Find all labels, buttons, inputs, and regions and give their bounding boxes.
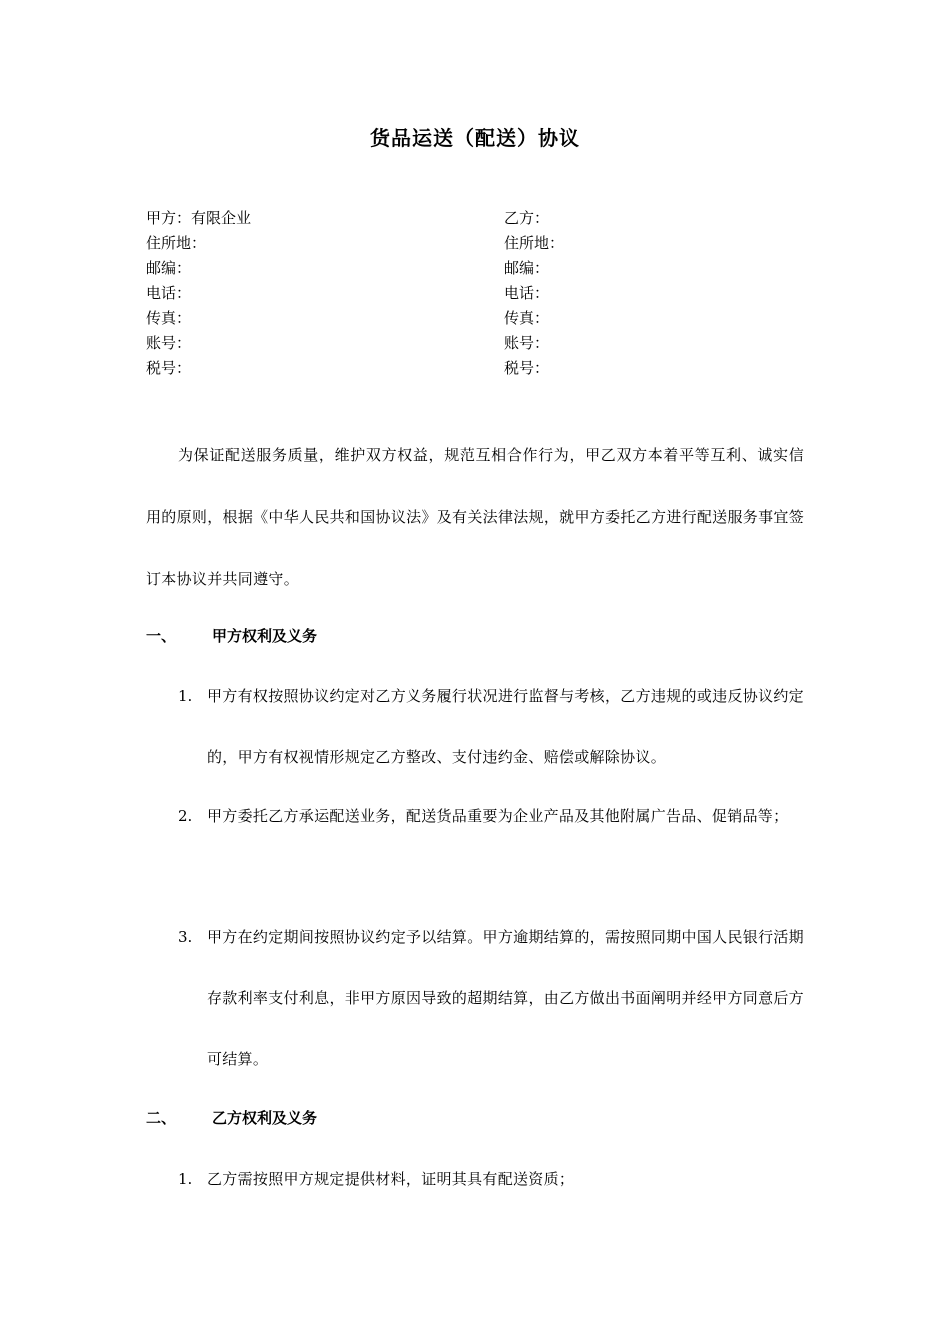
party-b-address: 住所地： (504, 234, 565, 252)
party-a-tax-id: 税号： (146, 359, 192, 377)
party-b-account: 账号： (504, 334, 550, 352)
party-b-phone: 电话： (504, 284, 550, 302)
party-b-fax: 传真： (504, 309, 550, 327)
party-a-fax: 传真： (146, 309, 192, 327)
list-item-text: 甲方委托乙方承运配送业务，配送货品重要为企业产品及其他附属广告品、促销品等； (207, 807, 789, 825)
section-heading (146, 1108, 317, 1128)
party-a-address: 住所地： (146, 234, 207, 252)
section-title: 甲方权利及义务 (212, 627, 318, 645)
party-a-account: 账号： (146, 334, 192, 352)
list-item (146, 666, 804, 788)
section-number: 一、 (146, 627, 177, 645)
list-item (146, 1149, 804, 1210)
list-item-number: 3. (178, 928, 193, 946)
party-a-name: 甲方：有限企业 (146, 209, 252, 227)
list-item-number: 1. (178, 1170, 193, 1188)
list-item (146, 907, 804, 1090)
list-item-text: 甲方在约定期间按照协议约定予以结算。甲方逾期结算的，需按照同期中国人民银行活期存款利率支付利息，非甲方原因导致的超期结算，由乙方做出书面阐明并经甲方同意后方可结算。 (207, 928, 804, 1068)
party-a-postcode: 邮编： (146, 259, 192, 277)
list-item (146, 786, 804, 847)
party-a-info (146, 206, 251, 381)
list-item-number: 2. (178, 807, 193, 825)
list-item-text: 乙方需按照甲方规定提供材料，证明其具有配送资质； (207, 1170, 575, 1188)
party-a-phone: 电话： (146, 284, 192, 302)
section-heading (146, 626, 317, 646)
document-title: 货品运送（配送）协议 (370, 126, 580, 150)
section-number: 二、 (146, 1109, 177, 1127)
list-item-number: 1. (178, 687, 193, 705)
intro-paragraph: 为保证配送服务质量，维护双方权益，规范互相合作行为，甲乙双方本着平等互利、诚实信用的原则，根据《中华人民共和国协议法》及有关法律法规，就甲方委托乙方进行配送服务事宜签订本协议并共同遵守。 (146, 446, 804, 588)
party-b-postcode: 邮编： (504, 259, 550, 277)
party-b-name: 乙方： (504, 209, 550, 227)
party-b-tax-id: 税号： (504, 359, 550, 377)
list-item-text: 甲方有权按照协议约定对乙方义务履行状况进行监督与考核，乙方违规的或违反协议约定的，甲方有权视情形规定乙方整改、支付违约金、赔偿或解除协议。 (207, 687, 804, 766)
party-b-info (504, 206, 564, 381)
section-title: 乙方权利及义务 (212, 1109, 318, 1127)
